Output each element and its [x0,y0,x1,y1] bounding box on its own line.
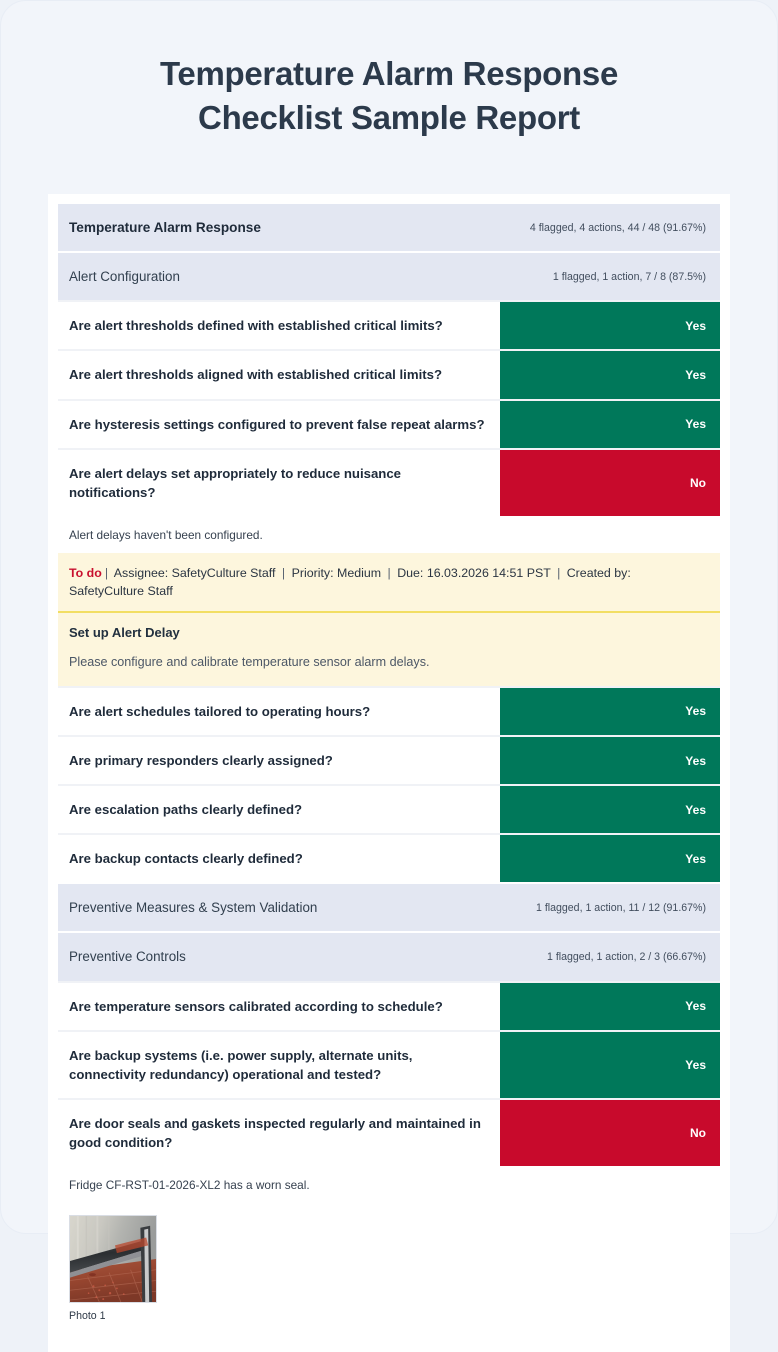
answer-badge-yes: Yes [500,351,720,398]
answer-badge-yes: Yes [500,835,720,882]
question-answer-cell [500,401,720,448]
section-score: 1 flagged, 1 action, 7 / 8 (87.5%) [552,270,706,283]
answer-badge-yes: Yes [500,983,720,1030]
question-answer-cell [500,786,720,833]
meta-separator: | [281,565,286,580]
question-label: Are alert thresholds aligned with established critical limits? [69,367,443,383]
question-label: Are backup contacts clearly defined? [69,851,303,867]
section-header-temperature-alarm-response[interactable] [58,204,720,251]
meta-separator: | [557,565,561,580]
answer-badge-yes: Yes [500,302,720,349]
question-label: Are escalation paths clearly defined? [69,802,303,818]
answer-badge-yes: Yes [500,737,720,784]
action-meta [58,553,720,614]
question-label: Are door seals and gaskets inspected regularly and maintained in good condition? [69,1115,481,1151]
question-row[interactable] [58,448,720,516]
question-row[interactable] [58,1030,720,1098]
question-row[interactable] [58,981,720,1030]
answer-badge-yes: Yes [500,401,720,448]
photo-caption: Photo 1 [69,1309,106,1322]
photo-thumbnail[interactable] [69,1215,157,1303]
question-label: Are alert schedules tailored to operating hours? [69,703,371,719]
question-label: Are alert delays set appropriately to reduce nuisance notifications? [69,465,402,500]
meta-separator: | [104,565,109,580]
section-score: 1 flagged, 1 action, 11 / 12 (91.67%) [535,901,706,914]
question-answer-cell [500,983,720,1030]
action-assignee: Assignee: SafetyCulture Staff [113,565,276,580]
question-row[interactable] [58,735,720,784]
section-label: Preventive Controls [69,949,186,965]
meta-separator: | [387,565,391,580]
question-row[interactable] [58,1098,720,1166]
question-answer-cell [500,351,720,398]
report-card [48,194,730,1352]
action-priority: Priority: Medium [291,565,382,580]
question-row[interactable] [58,399,720,448]
media-block [58,1203,720,1326]
question-row[interactable] [58,784,720,833]
question-answer-cell [500,835,720,882]
question-answer-cell [500,302,720,349]
section-label: Temperature Alarm Response [69,220,261,235]
question-label: Are alert thresholds defined with established critical limits? [69,318,443,334]
page-title [0,0,778,139]
action-due-date: Due: 16.03.2026 14:51 PST [397,565,551,580]
section-label: Alert Configuration [69,269,180,285]
action-created-by: Created by: SafetyCulture Staff [69,565,631,598]
refrigerator-door-seal-image [70,1216,156,1302]
question-label: Are primary responders clearly assigned? [69,753,333,769]
section-header-preventive-controls[interactable] [58,931,720,980]
action-block[interactable] [58,553,720,686]
section-header-preventive-measures[interactable] [58,882,720,931]
question-row[interactable] [58,833,720,882]
question-label: Are temperature sensors calibrated according to schedule? [69,998,443,1014]
question-note: Alert delays haven't been configured. [58,516,720,553]
question-answer-cell [500,450,720,516]
question-row[interactable] [58,349,720,398]
section-score: 4 flagged, 4 actions, 44 / 48 (91.67%) [529,221,706,234]
section-score: 1 flagged, 1 action, 2 / 3 (66.67%) [546,951,706,963]
page-title-line-2: Checklist Sample Report [198,98,580,136]
action-status-badge: To do [69,565,102,580]
question-note: Fridge CF-RST-01-2026-XL2 has a worn seal. [58,1166,720,1203]
answer-badge-no: No [500,1100,720,1166]
page-title-line-1: Temperature Alarm Response [159,55,619,92]
answer-badge-no: No [500,450,720,516]
question-row[interactable] [58,686,720,735]
action-description: Please configure and calibrate temperature sensor alarm delays. [69,655,430,670]
question-answer-cell [500,688,720,735]
question-label: Are hysteresis settings configured to prevent false repeat alarms? [69,416,485,432]
question-answer-cell [500,737,720,784]
action-body [58,613,720,686]
question-row[interactable] [58,300,720,349]
answer-badge-yes: Yes [500,1032,720,1098]
question-label: Are backup systems (i.e. power supply, alternate units, connectivity redundancy) operational and tested? [69,1047,413,1082]
question-answer-cell [500,1100,720,1166]
action-title: Set up Alert Delay [69,625,180,641]
question-answer-cell [500,1032,720,1098]
section-label: Preventive Measures & System Validation [69,900,318,916]
section-header-alert-configuration[interactable] [58,251,720,300]
checklist-rows [58,204,720,1326]
answer-badge-yes: Yes [500,688,720,735]
answer-badge-yes: Yes [500,786,720,833]
